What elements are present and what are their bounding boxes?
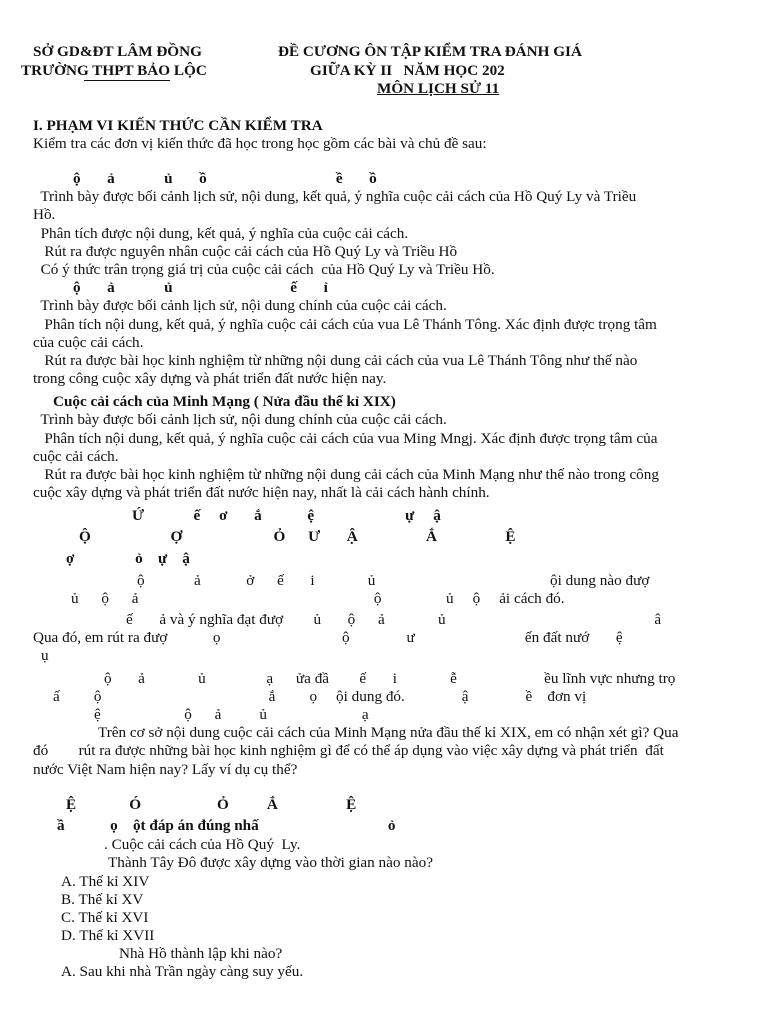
topic-heading-ho-quy-ly: ộ ả ủ ồ ề ồ xyxy=(73,170,377,187)
text-line: ấ ộ ắ ọ ội dung đó. ậ ề đơn vị xyxy=(53,688,587,705)
question-text: Nhà Hồ thành lập khi nào? xyxy=(119,945,283,962)
question-text: Thành Tây Đô được xây dựng vào thời gian nào nào? xyxy=(108,854,433,871)
answer-option: D. Thế kỉ XVII xyxy=(61,927,155,944)
text-line: Rút ra được bài học kinh nghiệm từ những nội dung cải cách của Minh Mạng như thế nào trong công xyxy=(33,466,659,483)
text-line: Có ý thức trân trọng giá trị của cuộc cải cách của Hồ Quý Ly và Triều Hồ. xyxy=(33,261,495,278)
topic-heading-le-thanh-tong: ộ ả ủ ế ỉ xyxy=(73,279,328,296)
header-term: GIỮA KỲ II NĂM HỌC 202 xyxy=(310,62,505,79)
text-line: Trình bày được bối cảnh lịch sử, nội dung chính của cuộc cải cách. xyxy=(33,411,447,428)
text-line: ộ ả ủ ạ ửa đầ ế i ễ ều lĩnh vực nhưng trọ xyxy=(104,670,676,687)
text-line: Trình bày được bối cảnh lịch sử, nội dung, kết quả, ý nghĩa cuộc cải cách của Hồ Quý Ly và Triều xyxy=(33,188,637,205)
text-line: Qua đó, em rút ra đượ ọ ộ ư ến đất nướ ệ xyxy=(33,629,623,646)
header-title: ĐỀ CƯƠNG ÔN TẬP KIỂM TRA ĐÁNH GIÁ xyxy=(278,43,582,60)
answer-option: A. Sau khi nhà Trần ngày càng suy yếu. xyxy=(61,963,304,980)
text-line: ế ả và ý nghĩa đạt đượ ủ ộ ả ủ â xyxy=(126,611,662,628)
text-line: Rút ra được nguyên nhân cuộc cải cách của Hồ Quý Ly và Triều Hồ xyxy=(33,243,458,260)
text-line: trong công cuộc xây dựng và phát triển đất nước hiện nay. xyxy=(33,370,387,387)
text-line: ụ xyxy=(41,647,49,664)
topic-heading-minh-mang: Cuộc cải cách của Minh Mạng ( Nửa đầu thế kỉ XIX) xyxy=(53,393,396,410)
text-line: Phân tích được nội dung, kết quả, ý nghĩa của cuộc cải cách. xyxy=(33,225,409,242)
text-line: cuộc cải cách. xyxy=(33,448,119,465)
header-subject: MÔN LỊCH SỬ 11 xyxy=(377,80,500,97)
answer-option: B. Thế kỉ XV xyxy=(61,891,144,908)
text-line: ủ ộ ả ộ ủ ộ ải cách đó. xyxy=(71,590,565,607)
header-underline xyxy=(84,80,170,81)
header-department: SỞ GD&ĐT LÂM ĐỒNG xyxy=(33,43,202,60)
text-line: Hồ. xyxy=(33,206,56,223)
text-line: Phân tích nội dung, kết quả, ý nghĩa cuộc cải cách của vua Lê Thánh Tông. Xác định được trọng tâm xyxy=(33,316,657,333)
text-line: đó rút ra được những bài học kinh nghiệm gì để có thể áp dụng vào việc xây dựng và phát triển đất xyxy=(33,742,664,759)
section3-heading: Ệ Ó Ỏ Ắ Ệ xyxy=(66,796,357,813)
text-line: Rút ra được bài học kinh nghiệm từ những nội dung cải cách của vua Lê Thánh Tông như thế nào xyxy=(33,352,638,369)
answer-option: C. Thế kỉ XVI xyxy=(61,909,149,926)
section-intro: Kiểm tra các đơn vị kiến thức đã học trong học gồm các bài và chủ đề sau: xyxy=(33,135,487,152)
section-title: I. PHẠM VI KIẾN THỨC CẦN KIỂM TRA xyxy=(33,117,323,134)
text-line: Trên cơ sở nội dung cuộc cải cách của Minh Mạng nửa đầu thế kỉ XIX, em có nhận xét gì? Qua xyxy=(98,724,679,741)
text-line: ộ ả ở ế i ủ ội dung nào đượ xyxy=(137,572,650,589)
question-topic: . Cuộc cải cách của Hồ Quý Ly. xyxy=(104,836,301,853)
text-line: nước Việt Nam hiện nay? Lấy ví dụ cụ thể? xyxy=(33,761,298,778)
text-line: cuộc xây dựng và phát triển đất nước hiện nay, nhất là cải cách hành chính. xyxy=(33,484,490,501)
text-line: ệ ộ ả ủ ạ xyxy=(94,706,369,723)
text-line: Phân tích nội dung, kết quả, ý nghĩa cuộc cải cách của vua Ming Mngj. Xác định được trọng tâm của xyxy=(33,430,658,447)
text-line: Trình bày được bối cảnh lịch sử, nội dung chính của cuộc cải cách. xyxy=(33,297,447,314)
section2-heading: ợ ỏ ự ậ xyxy=(66,550,190,567)
section2-heading: Ộ Ợ Ỏ Ư Ậ Ắ Ệ xyxy=(79,528,516,545)
section2-heading: Ứ ế ơ ắ ệ ự ậ xyxy=(132,507,441,524)
text-line: của cuộc cải cách. xyxy=(33,334,144,351)
answer-option: A. Thế kỉ XIV xyxy=(61,873,150,890)
header-school: TRƯỜNG THPT BẢO LỘC xyxy=(21,62,207,79)
section3-instruction: ầ ọ ột đáp án đúng nhấ ỏ xyxy=(57,817,396,834)
